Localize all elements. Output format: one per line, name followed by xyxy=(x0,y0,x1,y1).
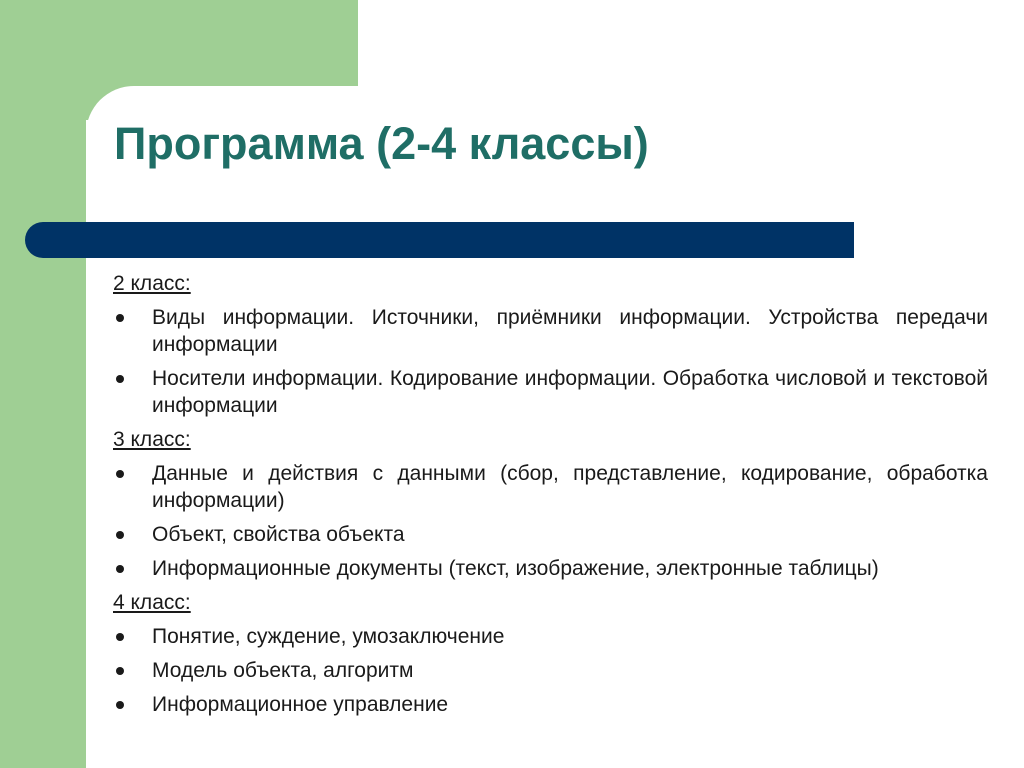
section-grade-2 xyxy=(113,270,988,419)
bullet-icon xyxy=(116,633,124,641)
list-item xyxy=(113,623,988,650)
bullet-icon xyxy=(116,701,124,709)
grade-heading: 3 класс: xyxy=(113,428,191,451)
bullet-list xyxy=(113,304,988,419)
section-grade-3 xyxy=(113,426,988,582)
slide-body xyxy=(113,270,988,725)
list-item xyxy=(113,304,988,358)
list-item-text: Объект, свойства объекта xyxy=(152,523,405,546)
list-item-text: Понятие, суждение, умозаключение xyxy=(152,625,505,648)
bullet-icon xyxy=(116,375,124,383)
bullet-icon xyxy=(116,565,124,573)
slide-title: Программа (2-4 классы) xyxy=(114,118,649,169)
list-item-text: Модель объекта, алгоритм xyxy=(152,659,414,682)
title-underline-bar xyxy=(25,222,854,258)
bullet-icon xyxy=(116,314,124,322)
list-item-text: Носители информации. Кодирование информации. Обработка числовой и текстовой информации xyxy=(152,367,988,417)
bullet-icon xyxy=(116,470,124,478)
list-item xyxy=(113,555,988,582)
list-item xyxy=(113,460,988,514)
list-item xyxy=(113,521,988,548)
green-side-band xyxy=(0,0,86,768)
bullet-list xyxy=(113,460,988,582)
bullet-icon xyxy=(116,667,124,675)
list-item xyxy=(113,657,988,684)
list-item-text: Виды информации. Источники, приёмники информации. Устройства передачи информации xyxy=(152,306,988,356)
bullet-icon xyxy=(116,531,124,539)
list-item-text: Информационное управление xyxy=(152,693,449,716)
section-grade-4 xyxy=(113,589,988,718)
list-item xyxy=(113,365,988,419)
grade-heading: 4 класс: xyxy=(113,591,191,614)
list-item-text: Данные и действия с данными (сбор, представление, кодирование, обработка информации) xyxy=(152,462,988,512)
bullet-list xyxy=(113,623,988,718)
grade-heading: 2 класс: xyxy=(113,272,191,295)
list-item xyxy=(113,691,988,718)
list-item-text: Информационные документы (текст, изображение, электронные таблицы) xyxy=(152,557,879,580)
